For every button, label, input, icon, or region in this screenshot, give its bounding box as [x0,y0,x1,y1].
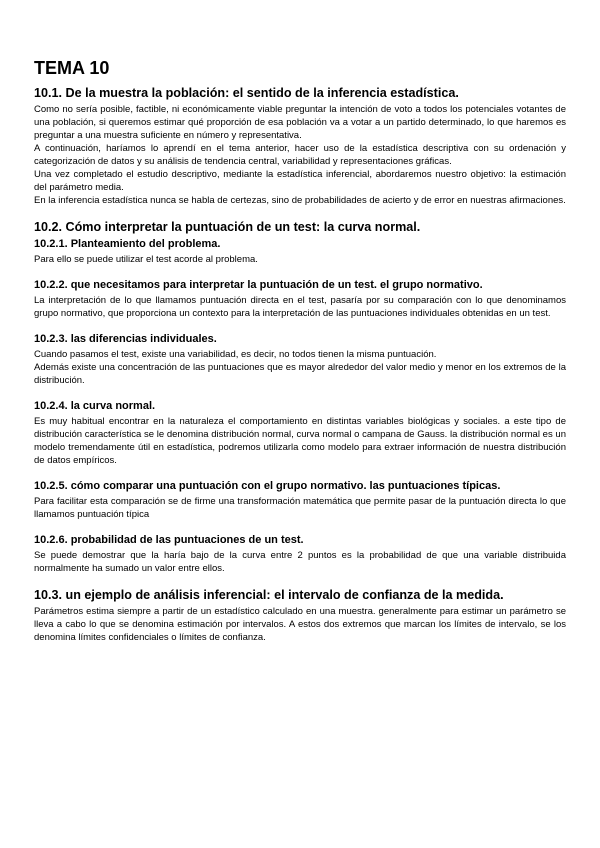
paragraph: Se puede demostrar que la haría bajo de la curva entre 2 puntos es la probabilidad de que una variable distribuida normalmente ha sumado un valor entre ellos. [34,550,566,574]
subsection-heading-10-2-1: 10.2.1. Planteamiento del problema. [34,238,221,250]
paragraph: La interpretación de lo que llamamos puntuación directa en el test, pasaría por su comparación con lo que denominamos grupo normativo, que proporciona un contexto para la interpretación de las puntuaciones individuales obtenidas en un test. [34,295,566,319]
paragraph: Para facilitar esta comparación se de firme una transformación matemática que permite pasar de la puntuación directa lo que llamamos puntuación típica [34,496,566,520]
spacer [34,266,566,278]
page-title: TEMA 10 [34,58,110,78]
spacer [34,521,566,533]
paragraph: Parámetros estima siempre a partir de un estadístico calculado en una muestra. generalmente para estimar un parámetro se lleva a cabo lo que se denomina estimación por intervalos. A estos dos extremos que marcan los límites de intervalo, se los denomina límites confidenciales o límites de confianza. [34,606,566,643]
spacer [34,387,566,399]
paragraph: Como no sería posible, factible, ni económicamente viable preguntar la intención de voto a todos los potenciales votantes de una población, si queremos estimar qué proporción de esa población va a votar a un partido determinado, lo que haremos es preguntar a una muestra suficiente en número y representativa. [34,104,566,141]
section-heading-10-2: 10.2. Cómo interpretar la puntuación de un test: la curva normal. [34,220,421,234]
paragraph: Cuando pasamos el test, existe una variabilidad, es decir, no todos tienen la misma puntuación. [34,349,437,360]
paragraph: Para ello se puede utilizar el test acorde al problema. [34,254,258,265]
paragraph: Una vez completado el estudio descriptivo, mediante la estadística inferencial, abordaremos nuestro objetivo: la estimación del parámetro media. [34,169,566,193]
spacer [34,467,566,479]
subsection-heading-10-2-6: 10.2.6. probabilidad de las puntuaciones de un test. [34,534,304,546]
subsection-heading-10-2-2: 10.2.2. que necesitamos para interpretar la puntuación de un test. el grupo normativo. [34,279,483,291]
paragraph: Es muy habitual encontrar en la naturaleza el comportamiento en distintas variables biológicas y sociales. a este tipo de distribución característica se le denomina distribución normal, curva normal o campana de Gauss. la distribución normal es un modelo tremendamente útil en estadística, podremos utilizarla como modelo para extraer información de nuestra distribución de datos empíricos. [34,416,566,466]
spacer [34,207,566,220]
spacer [34,575,566,588]
subsection-heading-10-2-4: 10.2.4. la curva normal. [34,400,156,412]
subsection-heading-10-2-5: 10.2.5. cómo comparar una puntuación con el grupo normativo. las puntuaciones típicas. [34,480,501,492]
section-heading-10-3: 10.3. un ejemplo de análisis inferencial: el intervalo de confianza de la medida. [34,588,504,602]
spacer [34,320,566,332]
subsection-heading-10-2-3: 10.2.3. las diferencias individuales. [34,333,217,345]
paragraph: Además existe una concentración de las puntuaciones que es mayor alrededor del valor medio y menor en los extremos de la distribución. [34,362,566,386]
paragraph: A continuación, haríamos lo aprendí en el tema anterior, hacer uso de la estadística descriptiva con su ordenación y categorización de datos y su análisis de tendencia central, variabilidad y representaciones gráficas. [34,143,566,167]
paragraph: En la inferencia estadística nunca se habla de certezas, sino de probabilidades de acierto y de error en nuestras afirmaciones. [34,195,566,206]
section-heading-10-1: 10.1. De la muestra la población: el sentido de la inferencia estadística. [34,86,459,100]
